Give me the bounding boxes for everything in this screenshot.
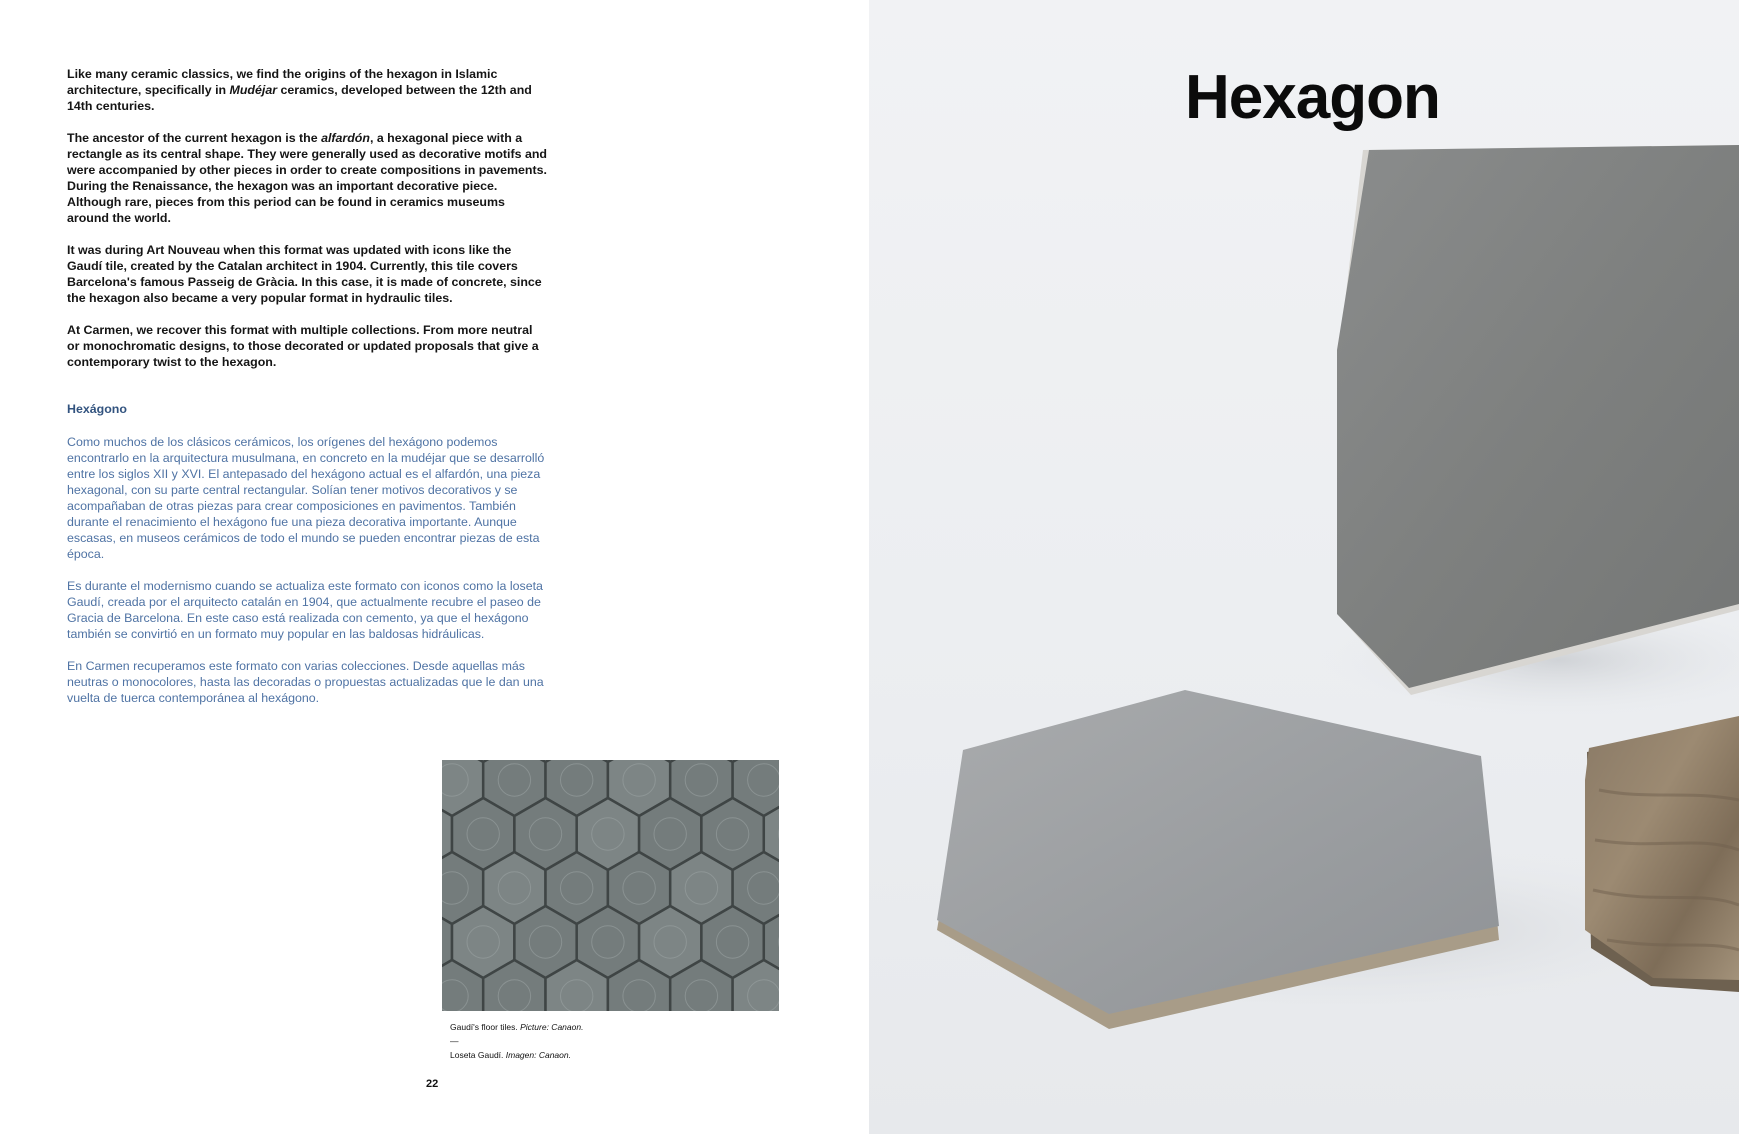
spanish-section-title: Hexágono	[67, 402, 127, 416]
english-paragraph-3: It was during Art Nouveau when this format was updated with icons like the Gaudí tile, created by the Catalan architect in 1904. Currently, this tile covers Barcelona's famous Passeig de Gràcia. In this case, it is made of concrete, since the hexagon also became a very popular format in hydraulic tiles.	[67, 243, 542, 305]
gaudi-floor-tiles-photo	[442, 760, 779, 1011]
caption-spanish: Loseta Gaudí. Imagen: Canaon.	[450, 1050, 571, 1060]
english-paragraph-2: The ancestor of the current hexagon is the alfardón, a hexagonal piece with a rectangle as its central shape. They were generally used as decorative motifs and were accompanied by other pieces in order to create compositions in pavements. During the Renaissance, the hexagon was an important decorative piece. Although rare, pieces from this period can be found in ceramics museums around the world.	[67, 131, 547, 225]
page-title: Hexagon	[1185, 63, 1440, 132]
spanish-paragraph-1: Como muchos de los clásicos cerámicos, los orígenes del hexágono podemos encontrarlo en la arquitectura musulmana, en concreto en la mudéjar que se desarrolló entre los siglos XII y XVI. El antepasado del hexágono actual es el alfardón, una pieza hexagonal, con su parte central rectangular. Solían tener motivos decorativos y se acompañaban de otras piezas para crear composiciones en pavimentos. También durante el renacimiento el hexágono fue una pieza decorativa importante. Aunque escasas, en museos cerámicos de todo el mundo se pueden encontrar piezas de esta época.	[67, 435, 545, 561]
hexagon-tiles-photo	[869, 0, 1739, 1134]
spanish-text-block	[67, 434, 547, 722]
caption-divider: —	[450, 1036, 459, 1046]
photo-caption	[450, 1020, 583, 1062]
caption-english: Gaudí's floor tiles. Picture: Canaon.	[450, 1022, 584, 1032]
hexagon-pattern-image	[442, 760, 779, 1011]
left-page	[0, 0, 869, 1134]
right-page	[869, 0, 1739, 1134]
english-paragraph-4: At Carmen, we recover this format with multiple collections. From more neutral or monochromatic designs, to those decorated or updated proposals that give a contemporary twist to the hexagon.	[67, 323, 539, 369]
spanish-paragraph-3: En Carmen recuperamos este formato con varias colecciones. Desde aquellas más neutras o monocolores, hasta las decoradas o propuestas actualizadas que le dan una vuelta de tuerca contemporánea al hexágono.	[67, 659, 544, 705]
english-text-block	[67, 66, 547, 386]
dark-grey-hexagon-tile	[1337, 145, 1739, 688]
spanish-paragraph-2: Es durante el modernismo cuando se actualiza este formato con iconos como la loseta Gaudí, creada por el arquitecto catalán en 1904, que actualmente recubre el paseo de Gracia de Barcelona. En este caso está realizada con cemento, ya que el hexágono también se convirtió en un formato muy popular en las baldosas hidráulicas.	[67, 579, 543, 641]
page-number: 22	[426, 1078, 439, 1090]
english-paragraph-1: Like many ceramic classics, we find the origins of the hexagon in Islamic architecture, specifically in Mudéjar ceramics, developed between the 12th and 14th centuries.	[67, 67, 532, 113]
